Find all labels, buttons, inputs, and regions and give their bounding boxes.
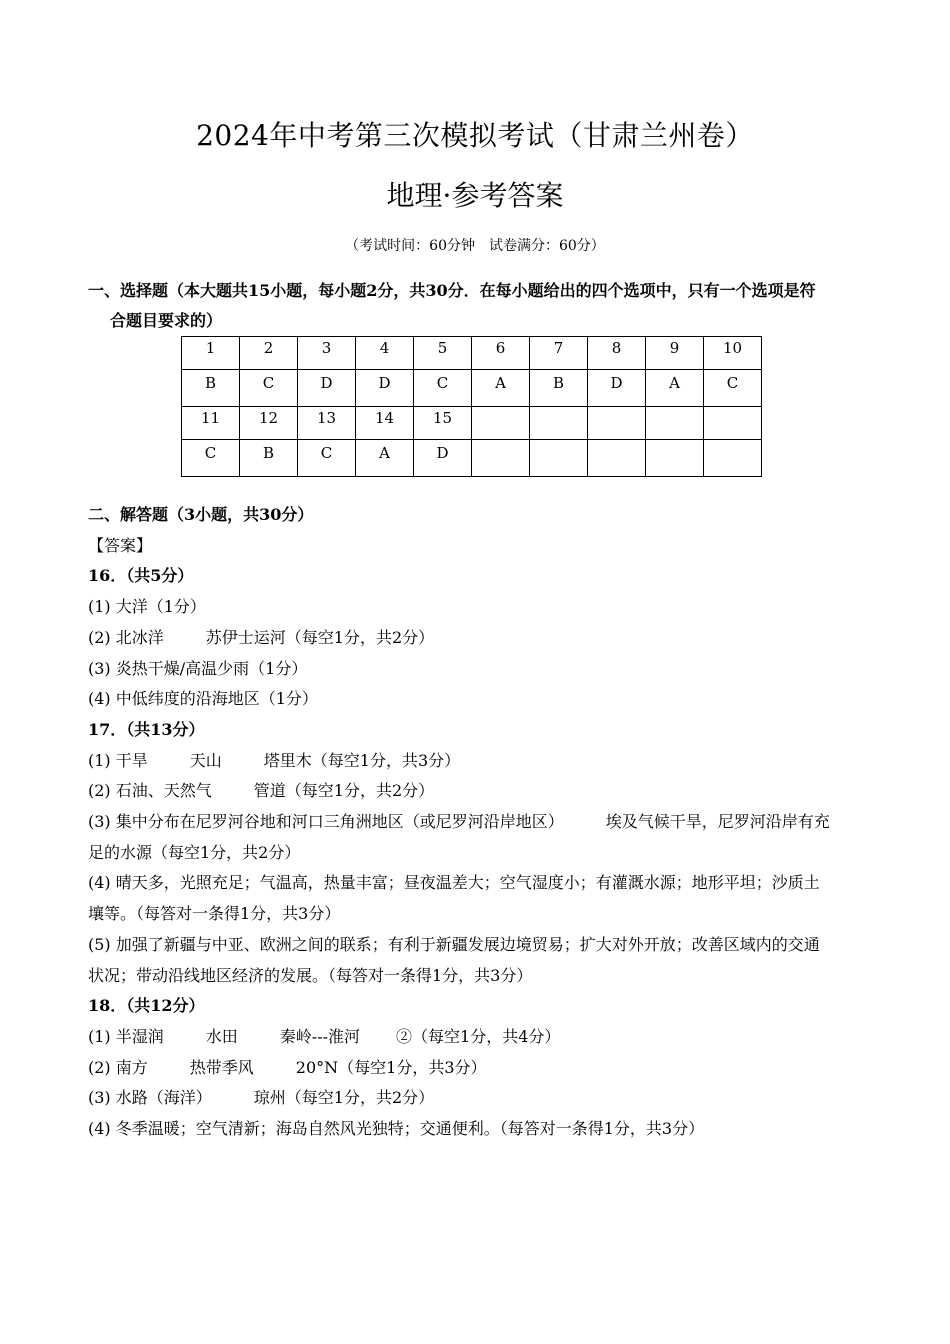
table-cell bbox=[530, 440, 588, 477]
table-cell: A bbox=[646, 370, 704, 407]
table-cell: C bbox=[240, 370, 298, 407]
section-choice-heading-line1: 一、选择题（本大题共15小题，每小题2分，共30分．在每小题给出的四个选项中，只有一个选项是符 bbox=[88, 281, 816, 300]
page-title: 2024年中考第三次模拟考试（甘肃兰州卷） bbox=[196, 119, 754, 152]
table-cell bbox=[588, 407, 646, 440]
q17-line4: (4) 晴天多，光照充足；气温高，热量丰富；昼夜温差大；空气湿度小；有灌溉水源；地形平坦；沙质土 bbox=[88, 873, 820, 893]
q18-line1-part3: 秦岭---淮河 bbox=[279, 1026, 361, 1046]
section-answers-heading: 二、解答题（3小题，共30分） bbox=[88, 505, 314, 524]
table-row bbox=[182, 440, 762, 477]
page-subtitle: 地理·参考答案 bbox=[386, 179, 564, 212]
q16-line4: (4) 中低纬度的沿海地区（1分） bbox=[88, 689, 318, 709]
table-cell bbox=[472, 440, 530, 477]
q18-line1 bbox=[88, 1022, 868, 1053]
table-cell: C bbox=[298, 440, 356, 477]
table-cell: D bbox=[414, 440, 472, 477]
table-cell: B bbox=[530, 370, 588, 407]
table-cell: 7 bbox=[530, 337, 588, 370]
q16-title: 16．（共5分） bbox=[88, 566, 194, 586]
q18-line2-part2: 热带季风 bbox=[189, 1057, 254, 1077]
table-cell: 14 bbox=[356, 407, 414, 440]
table-cell: D bbox=[298, 370, 356, 407]
q17-line5: (5) 加强了新疆与中亚、欧洲之间的联系；有利于新疆发展边境贸易；扩大对外开放；改善区域内的交通 bbox=[88, 934, 820, 954]
exam-info: （考试时间：60分钟 试卷满分：60分） bbox=[345, 238, 605, 254]
table-cell: 12 bbox=[240, 407, 298, 440]
q18-line4: (4) 冬季温暖；空气清新；海岛自然风光独特；交通便利。（每答对一条得1分，共3分） bbox=[88, 1119, 705, 1139]
q18-line1-part2: 水田 bbox=[205, 1026, 238, 1046]
q18-line3 bbox=[88, 1083, 868, 1114]
section-answers bbox=[88, 500, 868, 1145]
q17-line3-part1: (3) 集中分布在尼罗河谷地和河口三角洲地区（或尼罗河沿岸地区） bbox=[88, 812, 564, 832]
q17-line3-part2: 埃及气候干旱，尼罗河沿岸有充 bbox=[605, 812, 830, 832]
q17-title: 17．（共13分） bbox=[88, 719, 205, 739]
table-cell: D bbox=[588, 370, 646, 407]
q18-line3-part1: (3) 水路（海洋） bbox=[88, 1088, 212, 1108]
table-cell: A bbox=[472, 370, 530, 407]
choice-answer-table bbox=[181, 336, 762, 477]
q17-line1-part3: 塔里木（每空1分，共3分） bbox=[263, 750, 461, 770]
q18-line2-part1: (2) 南方 bbox=[88, 1057, 148, 1077]
table-cell bbox=[530, 407, 588, 440]
table-cell: B bbox=[240, 440, 298, 477]
table-cell: C bbox=[414, 370, 472, 407]
section-choice-heading bbox=[88, 276, 873, 336]
table-cell: 11 bbox=[182, 407, 240, 440]
q17-line3-cont: 足的水源（每空1分，共2分） bbox=[88, 842, 301, 862]
table-cell: 2 bbox=[240, 337, 298, 370]
table-cell: C bbox=[182, 440, 240, 477]
table-cell: 1 bbox=[182, 337, 240, 370]
q17-line4-cont: 壤等。（每答对一条得1分，共3分） bbox=[88, 904, 341, 924]
table-row bbox=[182, 370, 762, 407]
table-cell bbox=[646, 440, 704, 477]
q17-line1 bbox=[88, 746, 868, 777]
table-cell bbox=[472, 407, 530, 440]
answer-label: 【答案】 bbox=[88, 535, 153, 555]
table-cell: 13 bbox=[298, 407, 356, 440]
q17-line2 bbox=[88, 776, 868, 807]
table-cell: C bbox=[704, 370, 762, 407]
q17-line2-part2: 管道（每空1分，共2分） bbox=[253, 781, 435, 801]
table-cell: 8 bbox=[588, 337, 646, 370]
table-cell: B bbox=[182, 370, 240, 407]
q18-line2-part3: 20°N（每空1分，共3分） bbox=[295, 1057, 487, 1077]
q16-line2 bbox=[88, 623, 868, 654]
table-cell bbox=[588, 440, 646, 477]
q17-line3 bbox=[88, 807, 868, 838]
table-cell bbox=[704, 440, 762, 477]
table-cell: 15 bbox=[414, 407, 472, 440]
q18-line3-part2: 琼州（每空1分，共2分） bbox=[253, 1088, 435, 1108]
q16-line2-part2: 苏伊士运河（每空1分，共2分） bbox=[205, 627, 435, 647]
q18-title: 18．（共12分） bbox=[88, 996, 205, 1016]
section-choice-heading-line2: 合题目要求的） bbox=[110, 311, 223, 330]
table-cell: 6 bbox=[472, 337, 530, 370]
table-cell: 4 bbox=[356, 337, 414, 370]
table-cell: 9 bbox=[646, 337, 704, 370]
q17-line1-part2: 天山 bbox=[189, 750, 222, 770]
q16-line1: (1) 大洋（1分） bbox=[88, 597, 206, 617]
q16-line3: (3) 炎热干燥/高温少雨（1分） bbox=[88, 658, 308, 678]
q17-line2-part1: (2) 石油、天然气 bbox=[88, 781, 212, 801]
q18-line2 bbox=[88, 1053, 868, 1084]
table-row bbox=[182, 407, 762, 440]
table-cell: 3 bbox=[298, 337, 356, 370]
q16-line2-part1: (2) 北冰洋 bbox=[88, 627, 164, 647]
table-cell bbox=[646, 407, 704, 440]
q18-line1-part1: (1) 半湿润 bbox=[88, 1026, 164, 1046]
table-cell: 5 bbox=[414, 337, 472, 370]
q17-line1-part1: (1) 干旱 bbox=[88, 750, 148, 770]
table-cell: 10 bbox=[704, 337, 762, 370]
table-cell: A bbox=[356, 440, 414, 477]
table-row bbox=[182, 337, 762, 370]
q18-line1-part4: ②（每空1分，共4分） bbox=[396, 1026, 561, 1046]
table-cell: D bbox=[356, 370, 414, 407]
q17-line5-cont: 状况；带动沿线地区经济的发展。（每答对一条得1分，共3分） bbox=[88, 965, 533, 985]
table-cell bbox=[704, 407, 762, 440]
